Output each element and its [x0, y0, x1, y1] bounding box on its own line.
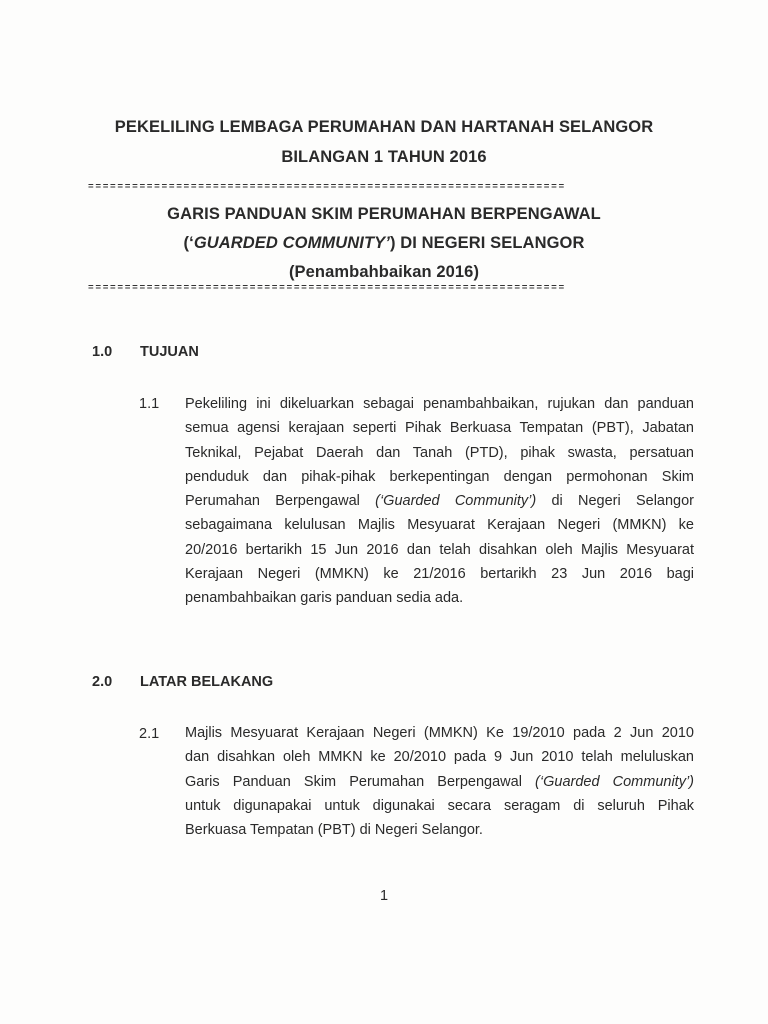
paragraph-1-1: [185, 392, 694, 611]
guarded-community-term: (‘Guarded Community’): [535, 773, 694, 790]
paragraph-line: sebagaimana kelulusan Majlis Mesyuarat Kerajaan Negeri (MMKN) ke: [185, 517, 694, 534]
paragraph-line: Majlis Mesyuarat Kerajaan Negeri (MMKN) Ke 19/2010 pada 2 Jun 2010: [185, 725, 694, 741]
line-text: Perumahan Berpengawal: [185, 493, 376, 510]
section-2-heading: LATAR BELAKANG: [140, 674, 274, 690]
paragraph-line: [185, 770, 694, 794]
guideline-title-line2: [0, 234, 768, 253]
guideline-title-line1: GARIS PANDUAN SKIM PERUMAHAN BERPENGAWAL: [167, 205, 601, 223]
page-number: 1: [379, 888, 389, 904]
circular-header-line2: BILANGAN 1 TAHUN 2016: [281, 148, 487, 166]
paragraph-2-1-number: 2.1: [139, 726, 160, 742]
title-guarded-community: GUARDED COMMUNITY’: [193, 234, 390, 252]
top-divider-rule: =================================================================: [88, 181, 566, 192]
section-2-number: 2.0: [92, 674, 113, 690]
title-open-paren: (‘: [183, 234, 194, 252]
section-1-heading: TUJUAN: [140, 344, 199, 360]
paragraph-line: untuk digunapakai untuk digunakai secara seragam di seluruh Pihak: [185, 797, 694, 814]
guideline-title-line3: (Penambahbaikan 2016): [288, 263, 480, 281]
paragraph-line: Berkuasa Tempatan (PBT) di Negeri Selangor.: [185, 822, 483, 839]
title-state-suffix: ) DI NEGERI SELANGOR: [389, 234, 585, 252]
paragraph-1-1-number: 1.1: [139, 396, 160, 412]
paragraph-line: penambahbaikan garis panduan sedia ada.: [185, 590, 464, 607]
paragraph-line: semua agensi kerajaan seperti Pihak Berkuasa Tempatan (PBT), Jabatan: [185, 420, 694, 437]
circular-header-line1: PEKELILING LEMBAGA PERUMAHAN DAN HARTANAH SELANGOR: [114, 118, 654, 136]
guarded-community-term: (‘Guarded Community’): [375, 493, 537, 510]
paragraph-line: Teknikal, Pejabat Daerah dan Tanah (PTD), pihak swasta, persatuan: [185, 444, 694, 461]
bottom-divider-rule: =================================================================: [88, 282, 566, 293]
line-text: Garis Panduan Skim Perumahan Berpengawal: [185, 773, 536, 790]
paragraph-2-1: [185, 721, 694, 842]
section-1-number: 1.0: [92, 344, 113, 360]
paragraph-line: dan disahkan oleh MMKN ke 20/2010 pada 9 Jun 2010 telah meluluskan: [185, 749, 694, 766]
paragraph-line: [185, 489, 694, 513]
paragraph-line: Pekeliling ini dikeluarkan sebagai penambahbaikan, rujukan dan panduan: [185, 396, 694, 412]
line-text: di Negeri Selangor: [536, 493, 694, 510]
paragraph-line: penduduk dan pihak-pihak berkepentingan dengan permohonan Skim: [185, 468, 694, 485]
paragraph-line: Kerajaan Negeri (MMKN) ke 21/2016 bertarikh 23 Jun 2016 bagi: [185, 566, 694, 583]
paragraph-line: 20/2016 bertarikh 15 Jun 2016 dan telah disahkan oleh Majlis Mesyuarat: [185, 541, 694, 558]
